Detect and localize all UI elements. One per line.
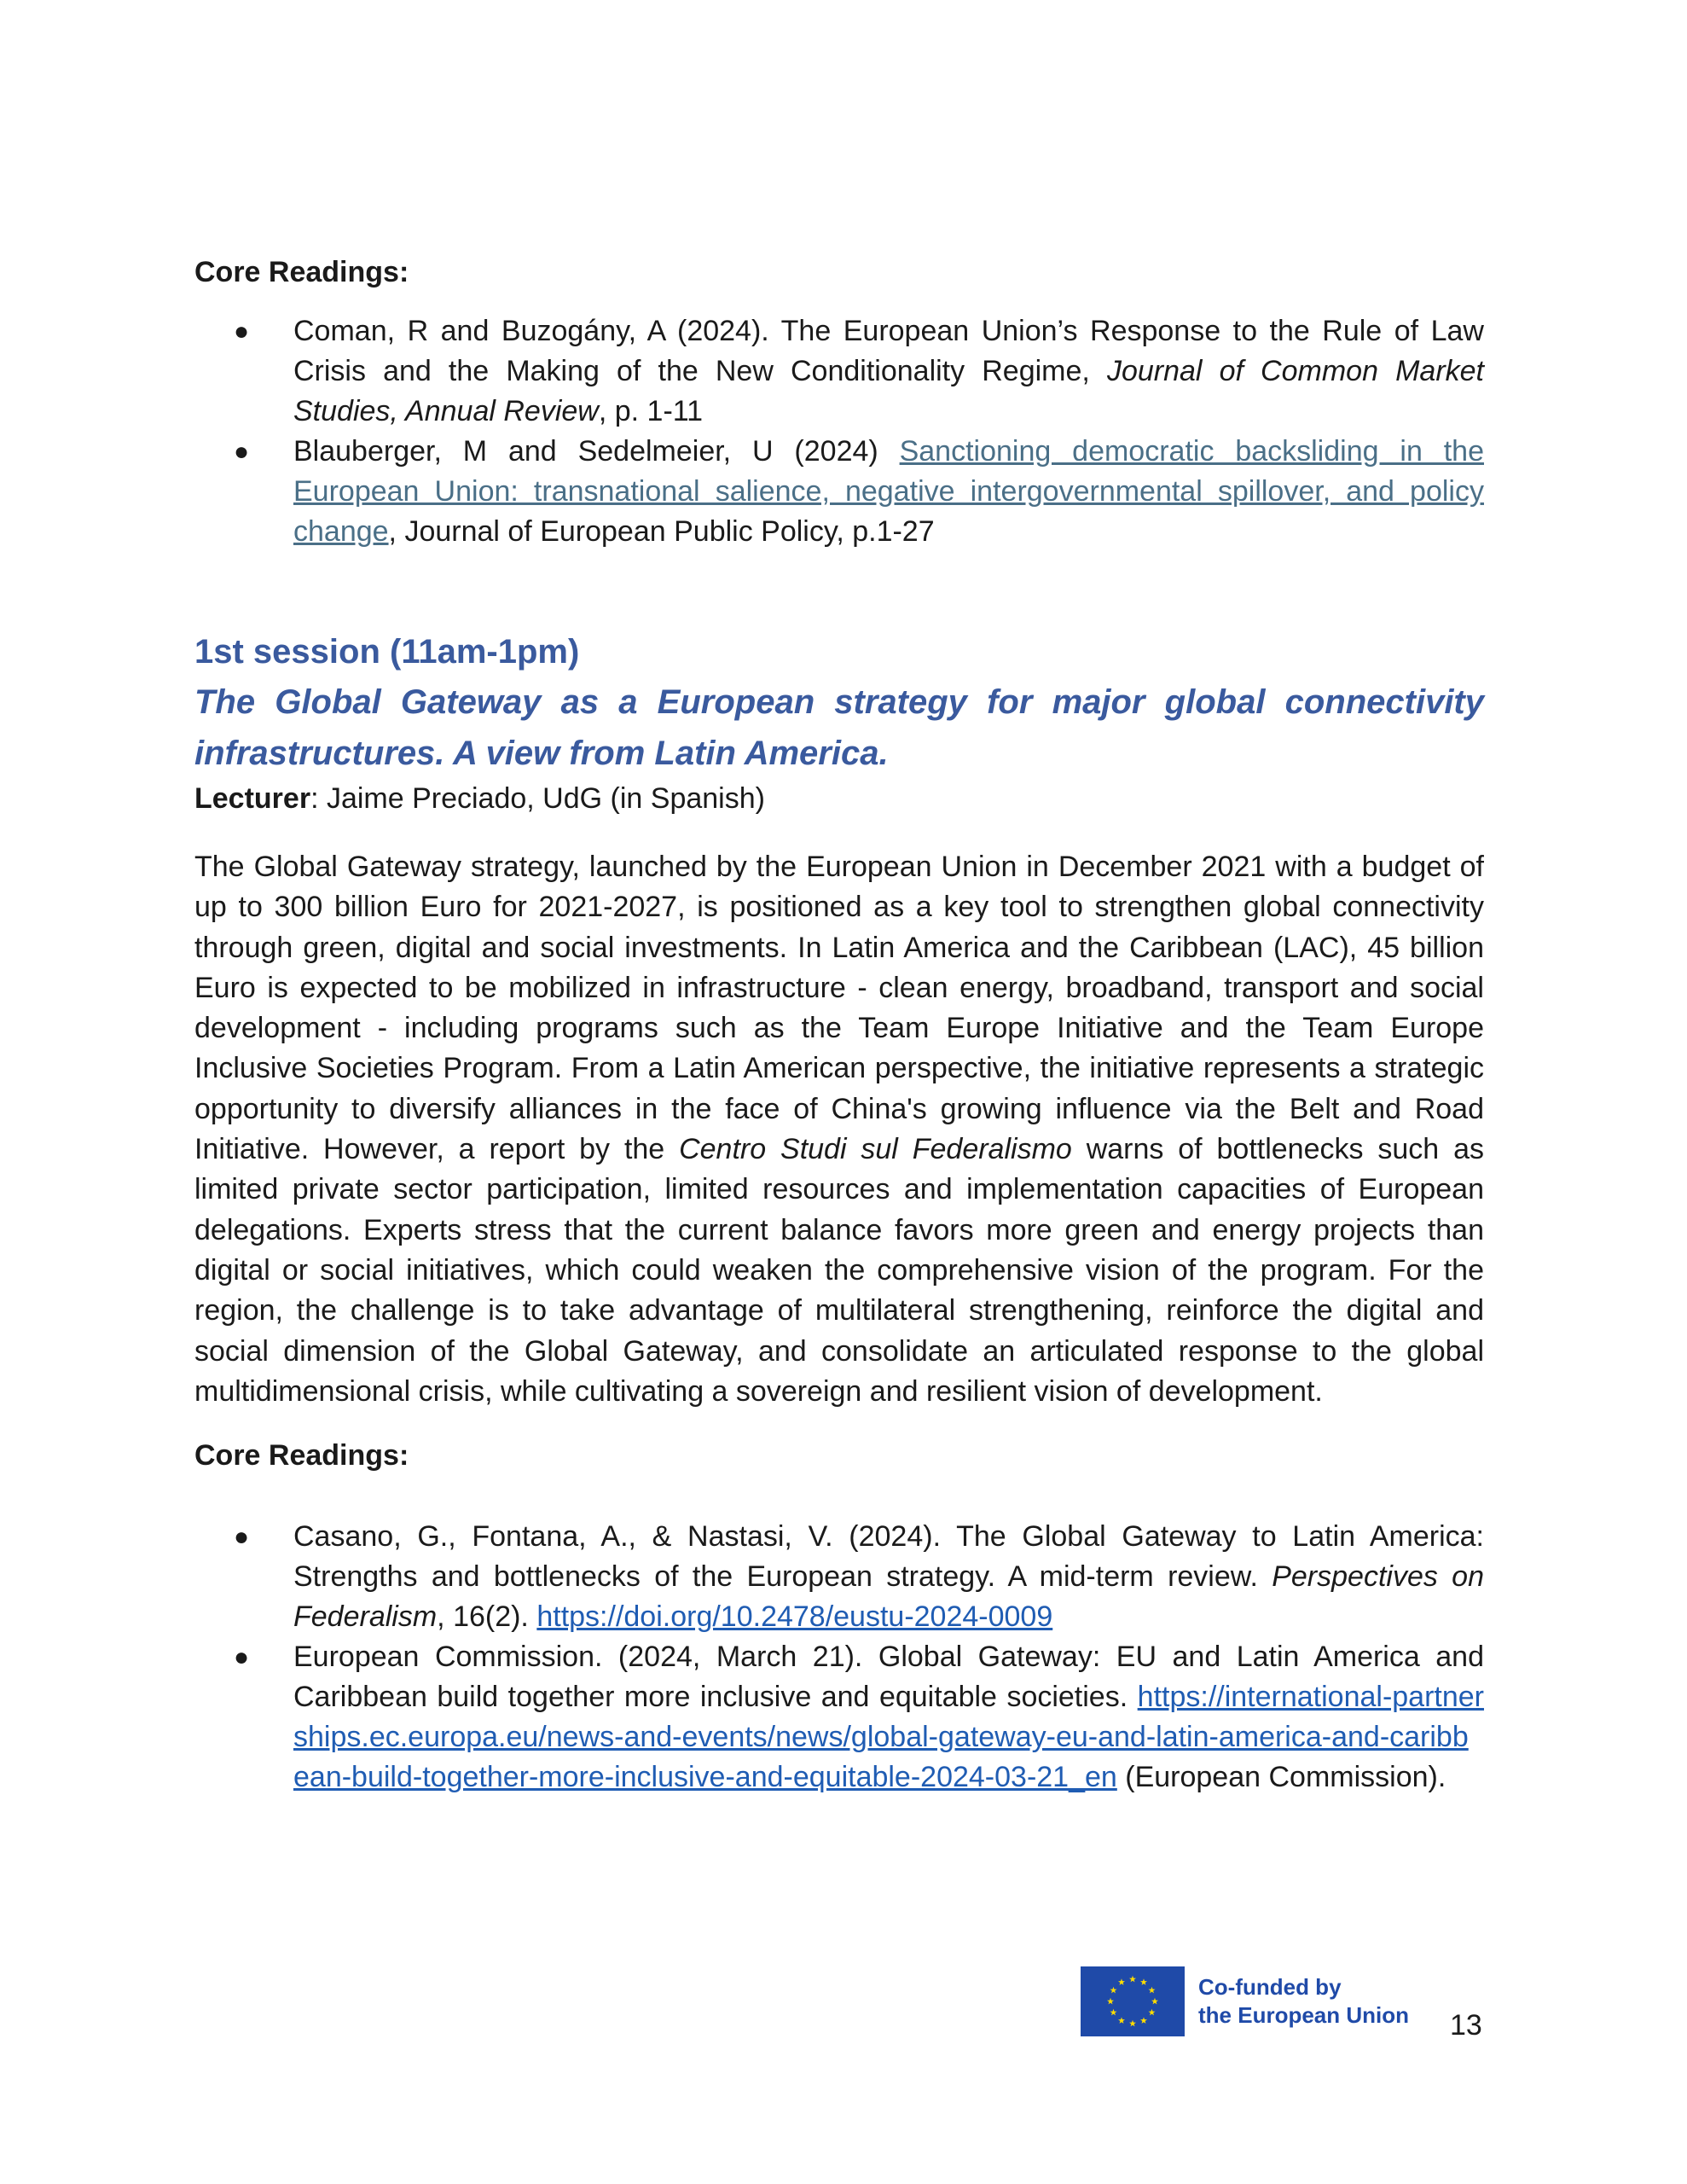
reading-source: , Journal of European Public Policy, p.1-27 — [388, 515, 935, 548]
eu-star-icon — [1149, 2009, 1156, 2016]
journal-title: Perspectives on Federalism — [293, 1560, 1484, 1634]
page-number: 13 — [1450, 2009, 1482, 2042]
list-item — [194, 311, 1484, 432]
bullet-icon: ● — [234, 438, 250, 466]
doi-link[interactable]: https://doi.org/10.2478/eustu-2024-0009 — [536, 1600, 1053, 1634]
core-readings-heading: Core Readings: — [194, 1439, 409, 1472]
eu-star-icon — [1129, 1976, 1136, 1983]
reading-text: Blauberger, M and Sedelmeier, U (2024) — [293, 435, 900, 468]
list-item — [194, 1637, 1484, 1798]
bullet-icon: ● — [234, 1643, 250, 1672]
description-text-continued: warns of bottlenecks such as limited private sector participation, limited resources and implementation capacities of European delegations. Experts stress that the current balance favors more green and energy projects than digital or social initiatives, which could weaken the comprehensive vision of the program. For the region, the challenge is to take advantage of multilateral strengthening, reinforce the digital and social dimension of the Global Gateway, and consolidate an articulated response to the global multidimensional crisis, while cultivating a sovereign and resilient vision of development. — [194, 1133, 1484, 1408]
eu-star-icon — [1110, 1987, 1116, 1994]
reading-volume: , 16(2). — [437, 1600, 537, 1634]
eu-flag-icon — [1081, 1966, 1185, 2036]
reading-list — [194, 1517, 1484, 1798]
eu-stars-icon — [1081, 1966, 1185, 2036]
eu-star-icon — [1118, 2017, 1125, 2024]
session-subtitle: The Global Gateway as a European strategy for major global connectivity infrastructures. A view from Latin America. — [194, 683, 1484, 772]
lecturer-line — [194, 779, 1484, 819]
session-description — [194, 847, 1484, 1412]
bullet-icon: ● — [234, 317, 250, 346]
list-item — [194, 432, 1484, 552]
cofunded-line-2: the European Union — [1198, 2002, 1409, 2028]
eu-star-icon — [1107, 1998, 1114, 2005]
reading-text: European Commission. (2024, March 21). Global Gateway: EU and Latin America and Caribbean build together more inclusive and equitable societies. — [293, 1641, 1484, 1714]
description-text: The Global Gateway strategy, launched by the European Union in December 2021 with a budget of up to 300 billion Euro for 2021-2027, is positioned as a key tool to strengthen global connectivity through green, digital and social investments. In Latin America and the Caribbean (LAC), 45 billion Euro is expected to be mobilized in infrastructure - clean energy, broadband, transport and social development - including programs such as the Team Europe Initiative and the Team Europe Inclusive Societies Program. From a Latin American perspective, the initiative represents a strategic opportunity to diversify alliances in the face of China's growing influence via the Belt and Road Initiative. However, a report by the — [194, 851, 1484, 1166]
eu-star-icon — [1118, 1978, 1125, 1985]
cofunded-text — [1198, 1973, 1454, 2030]
list-item — [194, 1517, 1484, 1637]
session-title: 1st session (11am-1pm) — [194, 633, 580, 671]
eu-star-icon — [1110, 2009, 1116, 2016]
eu-star-icon — [1129, 2020, 1136, 2027]
reading-text: Casano, G., Fontana, A., & Nastasi, V. (2024). The Global Gateway to Latin America: Strengths and bottlenecks of the European strategy. A mid-term review. — [293, 1520, 1484, 1594]
reading-text: Coman, R and Buzogány, A (2024). The European Union’s Response to the Rule of Law Crisis and the Making of the New Conditionality Regime, — [293, 315, 1484, 387]
lecturer-value: : Jaime Preciado, UdG (in Spanish) — [310, 782, 765, 815]
bullet-icon: ● — [234, 1523, 250, 1552]
core-readings-heading: Core Readings: — [194, 256, 409, 288]
reading-list — [194, 311, 1484, 552]
reading-link[interactable]: Sanctioning democratic backsliding in the European Union: transnational salience, negative intergovernmental spillover, and policy change — [293, 435, 1484, 548]
reading-pages: , p. 1-11 — [598, 395, 704, 427]
cofunded-logo — [1081, 1966, 1456, 2036]
reading-source: (European Commission). — [1116, 1761, 1446, 1794]
reading-link[interactable]: https://international-partnerships.ec.europa.eu/news-and-events/news/global-gateway-eu-and-latin-america-and-caribbean-build-together-more-inclusive-and-equitable-2024-03-21_en — [293, 1681, 1484, 1794]
document-page — [194, 253, 1484, 1798]
description-italic: Centro Studi sul Federalismo — [679, 1133, 1072, 1166]
eu-star-icon — [1140, 2017, 1147, 2024]
eu-star-icon — [1140, 1978, 1147, 1985]
eu-star-icon — [1151, 1998, 1158, 2005]
lecturer-label: Lecturer — [194, 782, 311, 815]
journal-title: Journal of Common Market Studies, Annual Review — [293, 355, 1484, 427]
cofunded-line-1: Co-funded by — [1198, 1974, 1342, 2000]
eu-star-icon — [1149, 1987, 1156, 1994]
